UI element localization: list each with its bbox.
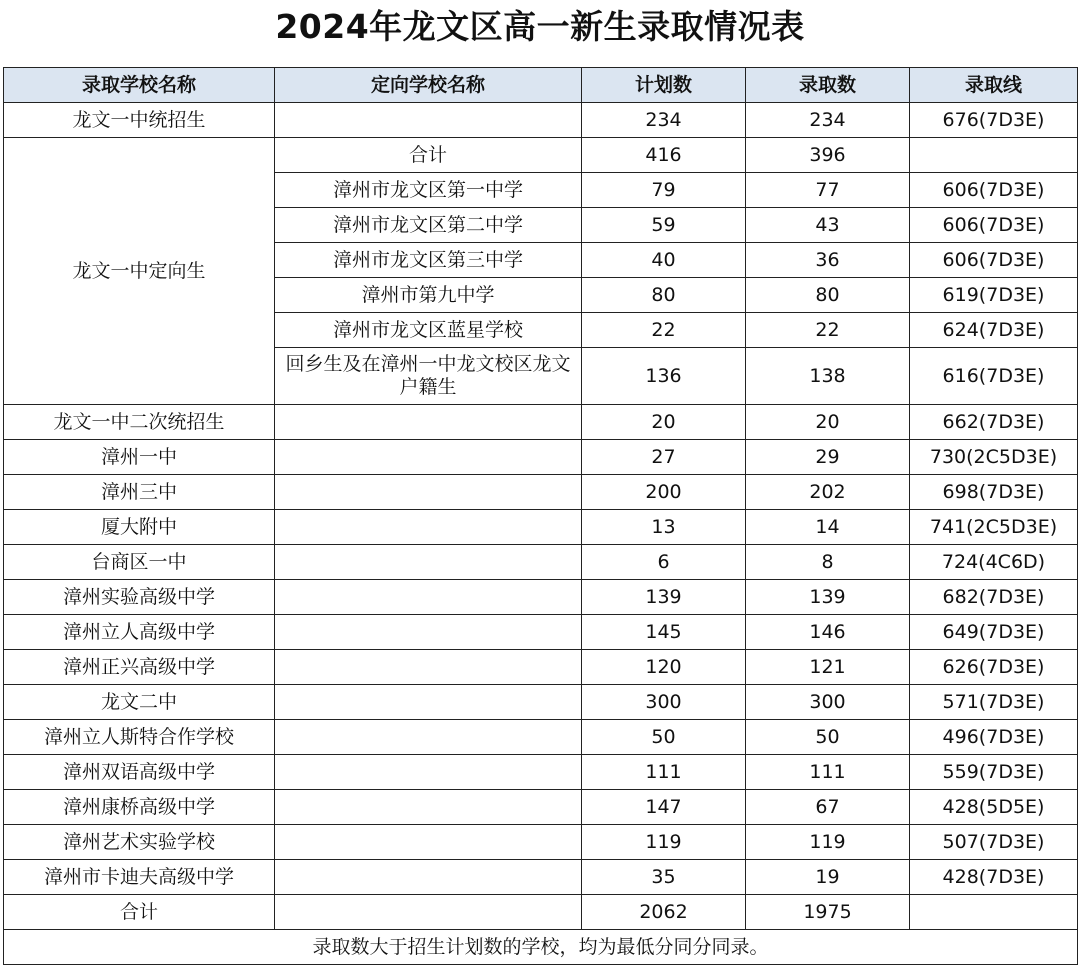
plan-cell: 35 [582, 860, 746, 895]
table-row [4, 615, 1078, 650]
table-row [4, 405, 1078, 440]
plan-cell: 119 [582, 825, 746, 860]
total-row [4, 895, 1078, 930]
cutoff-cell: 624(7D3E) [910, 313, 1078, 348]
directional-cell [275, 790, 582, 825]
school-cell: 漳州立人高级中学 [4, 615, 275, 650]
table-row [4, 860, 1078, 895]
plan-cell: 27 [582, 440, 746, 475]
school-cell: 漳州市卡迪夫高级中学 [4, 860, 275, 895]
directional-cell [275, 510, 582, 545]
admitted-cell: 77 [746, 173, 910, 208]
admitted-cell: 139 [746, 580, 910, 615]
cutoff-cell: 676(7D3E) [910, 103, 1078, 138]
plan-cell: 6 [582, 545, 746, 580]
plan-cell: 147 [582, 790, 746, 825]
admitted-cell: 67 [746, 790, 910, 825]
directional-cell [275, 103, 582, 138]
admitted-cell: 396 [746, 138, 910, 173]
page-title: 2024年龙文区高一新生录取情况表 [275, 7, 805, 46]
admitted-cell: 20 [746, 405, 910, 440]
admission-table [3, 67, 1078, 965]
plan-cell: 111 [582, 755, 746, 790]
school-cell: 漳州正兴高级中学 [4, 650, 275, 685]
directional-cell: 漳州市龙文区第二中学 [275, 208, 582, 243]
school-cell: 台商区一中 [4, 545, 275, 580]
directional-cell [275, 825, 582, 860]
plan-cell: 80 [582, 278, 746, 313]
plan-cell: 40 [582, 243, 746, 278]
admitted-cell: 29 [746, 440, 910, 475]
plan-cell: 13 [582, 510, 746, 545]
admitted-cell: 80 [746, 278, 910, 313]
admitted-cell: 1975 [746, 895, 910, 930]
cutoff-cell: 730(2C5D3E) [910, 440, 1078, 475]
directional-cell: 漳州市龙文区第三中学 [275, 243, 582, 278]
plan-cell: 20 [582, 405, 746, 440]
admitted-cell: 234 [746, 103, 910, 138]
school-cell: 漳州三中 [4, 475, 275, 510]
cutoff-cell: 619(7D3E) [910, 278, 1078, 313]
table-row [4, 825, 1078, 860]
table-row [4, 545, 1078, 580]
cutoff-cell: 616(7D3E) [910, 348, 1078, 405]
table-row [4, 475, 1078, 510]
cutoff-cell: 606(7D3E) [910, 243, 1078, 278]
cutoff-cell: 606(7D3E) [910, 208, 1078, 243]
plan-cell: 59 [582, 208, 746, 243]
directional-cell [275, 860, 582, 895]
table-row [4, 650, 1078, 685]
plan-cell: 79 [582, 173, 746, 208]
plan-cell: 50 [582, 720, 746, 755]
directional-cell [275, 440, 582, 475]
school-cell: 漳州双语高级中学 [4, 755, 275, 790]
table-row [4, 580, 1078, 615]
plan-cell: 136 [582, 348, 746, 405]
directional-cell [275, 405, 582, 440]
cutoff-cell: 559(7D3E) [910, 755, 1078, 790]
cutoff-cell: 682(7D3E) [910, 580, 1078, 615]
cutoff-cell: 698(7D3E) [910, 475, 1078, 510]
directional-cell: 漳州市龙文区第一中学 [275, 173, 582, 208]
table-row [4, 138, 1078, 173]
directional-cell: 回乡生及在漳州一中龙文校区龙文户籍生 [275, 348, 582, 405]
plan-cell: 300 [582, 685, 746, 720]
admitted-cell: 119 [746, 825, 910, 860]
directional-cell [275, 615, 582, 650]
cutoff-cell: 496(7D3E) [910, 720, 1078, 755]
plan-cell: 2062 [582, 895, 746, 930]
school-cell: 龙文一中二次统招生 [4, 405, 275, 440]
admitted-cell: 19 [746, 860, 910, 895]
cutoff-cell: 571(7D3E) [910, 685, 1078, 720]
directional-cell [275, 475, 582, 510]
header-row [4, 68, 1078, 103]
plan-cell: 145 [582, 615, 746, 650]
header-school: 录取学校名称 [4, 68, 275, 103]
school-cell: 漳州立人斯特合作学校 [4, 720, 275, 755]
plan-cell: 234 [582, 103, 746, 138]
plan-cell: 120 [582, 650, 746, 685]
directional-cell [275, 685, 582, 720]
admitted-cell: 202 [746, 475, 910, 510]
cutoff-cell: 428(7D3E) [910, 860, 1078, 895]
header-directional-school: 定向学校名称 [275, 68, 582, 103]
admitted-cell: 300 [746, 685, 910, 720]
directional-cell [275, 580, 582, 615]
school-cell: 漳州艺术实验学校 [4, 825, 275, 860]
directional-cell: 漳州市第九中学 [275, 278, 582, 313]
cutoff-cell: 649(7D3E) [910, 615, 1078, 650]
directional-cell [275, 545, 582, 580]
cutoff-cell: 626(7D3E) [910, 650, 1078, 685]
admitted-cell: 14 [746, 510, 910, 545]
school-cell: 合计 [4, 895, 275, 930]
directional-cell [275, 755, 582, 790]
school-cell: 龙文一中定向生 [4, 138, 275, 405]
cutoff-cell: 741(2C5D3E) [910, 510, 1078, 545]
cutoff-cell: 606(7D3E) [910, 173, 1078, 208]
cutoff-cell [910, 138, 1078, 173]
school-cell: 厦大附中 [4, 510, 275, 545]
cutoff-cell: 662(7D3E) [910, 405, 1078, 440]
admitted-cell: 8 [746, 545, 910, 580]
school-cell: 漳州实验高级中学 [4, 580, 275, 615]
admitted-cell: 36 [746, 243, 910, 278]
header-admitted: 录取数 [746, 68, 910, 103]
admitted-cell: 146 [746, 615, 910, 650]
admitted-cell: 22 [746, 313, 910, 348]
admitted-cell: 121 [746, 650, 910, 685]
school-cell: 龙文一中统招生 [4, 103, 275, 138]
table-row [4, 685, 1078, 720]
admitted-cell: 50 [746, 720, 910, 755]
admitted-cell: 43 [746, 208, 910, 243]
cutoff-cell: 724(4C6D) [910, 545, 1078, 580]
cutoff-cell: 428(5D5E) [910, 790, 1078, 825]
cutoff-cell: 507(7D3E) [910, 825, 1078, 860]
directional-cell [275, 720, 582, 755]
cutoff-cell [910, 895, 1078, 930]
table-row [4, 103, 1078, 138]
plan-cell: 416 [582, 138, 746, 173]
header-plan: 计划数 [582, 68, 746, 103]
plan-cell: 139 [582, 580, 746, 615]
school-cell: 龙文二中 [4, 685, 275, 720]
header-cutoff: 录取线 [910, 68, 1078, 103]
admitted-cell: 138 [746, 348, 910, 405]
plan-cell: 200 [582, 475, 746, 510]
admitted-cell: 111 [746, 755, 910, 790]
directional-cell: 漳州市龙文区蓝星学校 [275, 313, 582, 348]
table-row [4, 755, 1078, 790]
directional-cell: 合计 [275, 138, 582, 173]
table-row [4, 790, 1078, 825]
table-row [4, 440, 1078, 475]
table-row [4, 510, 1078, 545]
table-row [4, 720, 1078, 755]
school-cell: 漳州一中 [4, 440, 275, 475]
school-cell: 漳州康桥高级中学 [4, 790, 275, 825]
plan-cell: 22 [582, 313, 746, 348]
school-rows [4, 405, 1078, 895]
footnote: 录取数大于招生计划数的学校，均为最低分同分同录。 [4, 930, 1078, 965]
directional-cell [275, 895, 582, 930]
directional-cell [275, 650, 582, 685]
footnote-row [4, 930, 1078, 965]
